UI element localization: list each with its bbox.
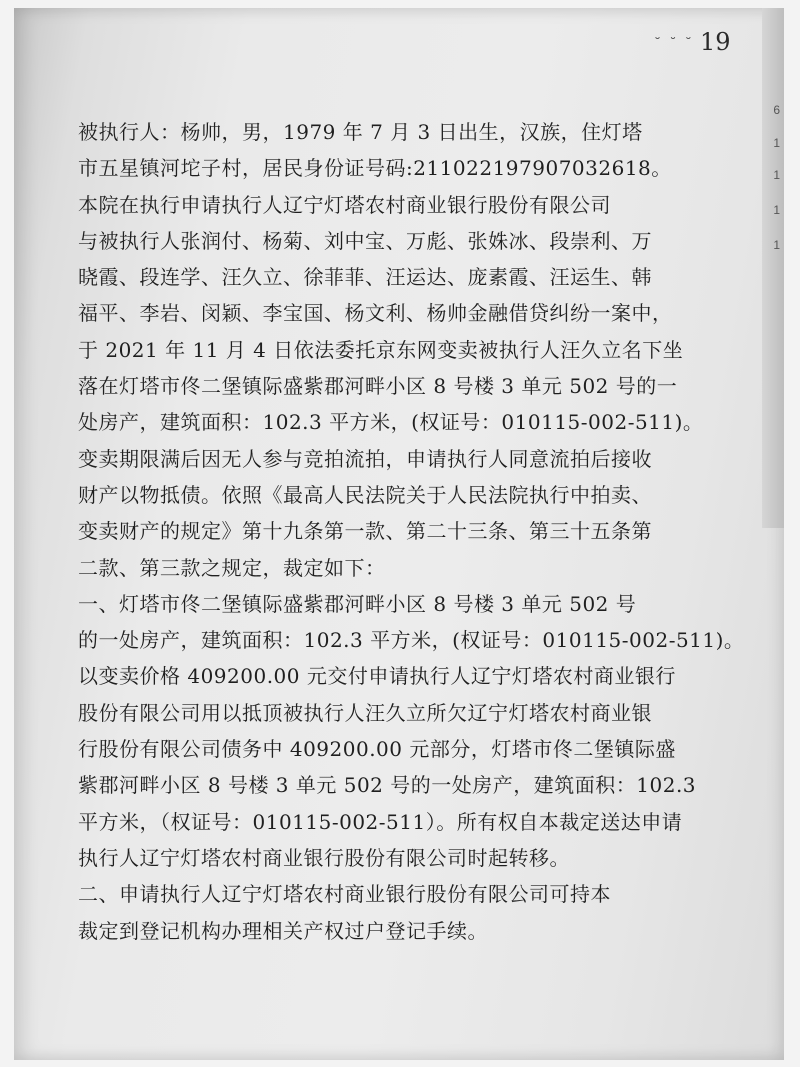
edge-digit: 1 — [773, 203, 780, 217]
ruling-text — [78, 114, 745, 949]
ruling-item-one — [78, 586, 745, 876]
text-line: 晓霞、段连学、汪久立、徐菲菲、汪运达、庞素霞、汪运生、韩 — [78, 265, 652, 290]
text-line: 市五星镇河坨子村，居民身份证号码:211022197907032618。 — [78, 156, 672, 181]
edge-digit: 1 — [773, 136, 780, 150]
text-line: 裁定到登记机构办理相关产权过户登记手续。 — [78, 918, 488, 943]
edge-digit: 6 — [773, 103, 780, 117]
text-line: 紫郡河畔小区 8 号楼 3 单元 502 号的一处房产，建筑面积：102.3 — [78, 773, 697, 798]
underlying-page-edge — [762, 8, 784, 528]
text-line: 二款、第三款之规定，裁定如下： — [78, 555, 386, 580]
paragraph-respondent — [78, 114, 728, 187]
text-line: 以变卖价格 409200.00 元交付申请执行人辽宁灯塔农村商业银行 — [78, 664, 676, 689]
edge-digit: 1 — [773, 238, 780, 252]
text-line: 平方米，（权证号：010115-002-511）。所有权自本裁定送达申请 — [78, 809, 683, 834]
corner-marks: ˘ ˘ ˘ — [654, 36, 694, 52]
text-line: 一、灯塔市佟二堡镇际盛紫郡河畔小区 8 号楼 3 单元 502 号 — [78, 591, 637, 616]
text-line: 变卖财产的规定》第十九条第一款、第二十三条、第三十五条第 — [78, 519, 652, 544]
text-line: 与被执行人张润付、杨菊、刘中宝、万彪、张姝冰、段崇利、万 — [78, 228, 652, 253]
page-number: 19 — [700, 28, 731, 56]
text-line: 二、申请执行人辽宁灯塔农村商业银行股份有限公司可持本 — [78, 882, 611, 907]
text-line: 福平、李岩、闵颖、李宝国、杨文利、杨帅金融借贷纠纷一案中， — [78, 301, 673, 326]
text-line: 变卖期限满后因无人参与竞拍流拍，申请执行人同意流拍后接收 — [78, 446, 652, 471]
text-line: 执行人辽宁灯塔农村商业银行股份有限公司时起转移。 — [78, 845, 570, 870]
text-line: 本院在执行申请执行人辽宁灯塔农村商业银行股份有限公司 — [78, 192, 611, 217]
edge-digit: 1 — [773, 168, 780, 182]
text-line: 落在灯塔市佟二堡镇际盛紫郡河畔小区 8 号楼 3 单元 502 号的一 — [78, 374, 678, 399]
text-line: 财产以物抵债。依照《最高人民法院关于人民法院执行中拍卖、 — [78, 482, 652, 507]
paragraph-case-facts — [78, 187, 728, 586]
text-line: 股份有限公司用以抵顶被执行人汪久立所欠辽宁灯塔农村商业银 — [78, 700, 652, 725]
text-line: 于 2021 年 11 月 4 日依法委托京东网变卖被执行人汪久立名下坐 — [78, 337, 684, 362]
text-line: 行股份有限公司债务中 409200.00 元部分，灯塔市佟二堡镇际盛 — [78, 737, 676, 762]
text-line: 被执行人：杨帅，男，1979 年 7 月 3 日出生，汉族，住灯塔 — [78, 120, 643, 144]
text-line: 的一处房产，建筑面积：102.3 平方米，(权证号：010115-002-511)。 — [78, 628, 745, 653]
ruling-item-two — [78, 876, 728, 949]
text-line: 处房产，建筑面积：102.3 平方米，(权证号：010115-002-511)。 — [78, 410, 704, 435]
